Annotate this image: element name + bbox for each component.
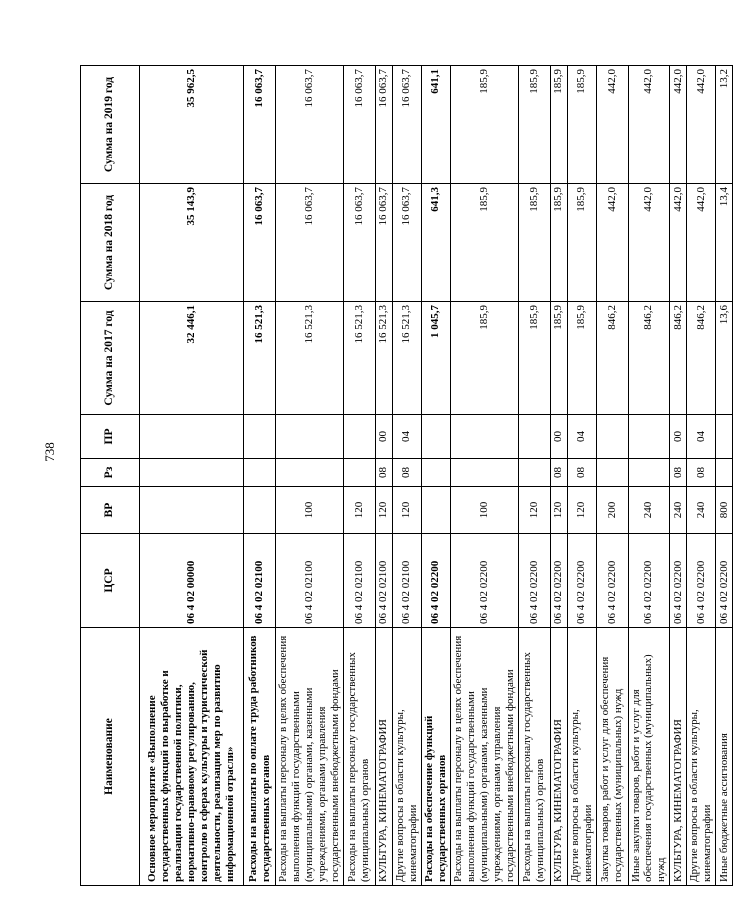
header-2018: Сумма на 2018 год — [81, 184, 140, 302]
cell-vr: 120 — [550, 487, 567, 534]
cell-name: Закупка товаров, работ и услуг для обеспечения государственных (муниципальных) нужд — [596, 628, 628, 886]
table-row — [518, 66, 550, 886]
table-row — [421, 66, 450, 886]
cell-2018: 185,9 — [550, 184, 567, 302]
table-row — [276, 66, 344, 886]
cell-pr: 04 — [567, 415, 596, 459]
cell-vr: 240 — [687, 487, 716, 534]
cell-2018: 35 143,9 — [140, 184, 244, 302]
cell-csr: 06 4 02 00000 — [140, 534, 244, 628]
cell-2019: 16 063,7 — [392, 66, 421, 184]
cell-2019: 185,9 — [567, 66, 596, 184]
cell-2018: 641,3 — [421, 184, 450, 302]
cell-vr: 100 — [450, 487, 518, 534]
cell-vr: 120 — [567, 487, 596, 534]
cell-pr: 00 — [670, 415, 687, 459]
cell-2017: 16 521,3 — [375, 302, 392, 415]
cell-pr — [276, 415, 344, 459]
cell-csr: 06 4 02 02100 — [392, 534, 421, 628]
cell-2018: 185,9 — [518, 184, 550, 302]
cell-2019: 442,0 — [628, 66, 670, 184]
cell-pr: 04 — [687, 415, 716, 459]
cell-csr: 06 4 02 02200 — [687, 534, 716, 628]
header-2019: Сумма на 2019 год — [81, 66, 140, 184]
cell-rz: 08 — [392, 459, 421, 487]
cell-2019: 13,2 — [716, 66, 733, 184]
cell-2019: 185,9 — [450, 66, 518, 184]
cell-rz: 08 — [687, 459, 716, 487]
cell-2017: 13,6 — [716, 302, 733, 415]
cell-pr — [628, 415, 670, 459]
cell-name: Расходы на обеспечение функций государственных органов — [421, 628, 450, 886]
cell-2019: 16 063,7 — [375, 66, 392, 184]
table-row — [670, 66, 687, 886]
header-pr: ПР — [81, 415, 140, 459]
cell-pr — [716, 415, 733, 459]
cell-name: Расходы на выплаты персоналу государственных (муниципальных) органов — [343, 628, 375, 886]
cell-2019: 35 962,5 — [140, 66, 244, 184]
cell-name: Расходы на выплаты персоналу в целях обеспечения выполнения функций государственными (муниципальными) органами, казенными учреждениями, органами управления государственными внебюджетными фондами — [276, 628, 344, 886]
table-row — [244, 66, 276, 886]
cell-name: Основное мероприятие «Выполнение государственных функций по выработке и реализации государственной политики, нормативно-правовому регулированию, контролю в сферах культуры и туристической деятельности, реализации мер по развитию информационной отрасли» — [140, 628, 244, 886]
cell-2017: 16 521,3 — [276, 302, 344, 415]
rotated-table-container — [80, 66, 730, 886]
cell-csr: 06 4 02 02200 — [567, 534, 596, 628]
table-row — [550, 66, 567, 886]
cell-pr — [450, 415, 518, 459]
cell-vr: 100 — [276, 487, 344, 534]
table-row — [687, 66, 716, 886]
cell-pr: 04 — [392, 415, 421, 459]
cell-rz: 08 — [670, 459, 687, 487]
table-row — [375, 66, 392, 886]
cell-2019: 185,9 — [518, 66, 550, 184]
cell-2019: 16 063,7 — [244, 66, 276, 184]
cell-vr — [244, 487, 276, 534]
cell-name: КУЛЬТУРА, КИНЕМАТОГРАФИЯ — [375, 628, 392, 886]
table-row — [716, 66, 733, 886]
cell-2017: 1 045,7 — [421, 302, 450, 415]
header-name: Наименование — [81, 628, 140, 886]
cell-2017: 185,9 — [450, 302, 518, 415]
cell-name: Расходы на выплаты персоналу государственных (муниципальных) органов — [518, 628, 550, 886]
cell-vr: 200 — [596, 487, 628, 534]
cell-name: Другие вопросы в области культуры, кинематографии — [392, 628, 421, 886]
cell-2018: 442,0 — [687, 184, 716, 302]
cell-pr: 00 — [550, 415, 567, 459]
cell-2018: 16 063,7 — [276, 184, 344, 302]
cell-2019: 16 063,7 — [276, 66, 344, 184]
cell-rz — [343, 459, 375, 487]
table-row — [392, 66, 421, 886]
cell-2017: 846,2 — [628, 302, 670, 415]
cell-2017: 185,9 — [518, 302, 550, 415]
cell-name: Другие вопросы в области культуры, кинематографии — [687, 628, 716, 886]
cell-rz: 08 — [550, 459, 567, 487]
header-vr: ВР — [81, 487, 140, 534]
cell-csr: 06 4 02 02200 — [450, 534, 518, 628]
cell-csr: 06 4 02 02200 — [421, 534, 450, 628]
cell-csr: 06 4 02 02200 — [628, 534, 670, 628]
cell-2017: 16 521,3 — [244, 302, 276, 415]
cell-rz — [244, 459, 276, 487]
cell-rz — [421, 459, 450, 487]
cell-pr — [596, 415, 628, 459]
cell-rz: 08 — [567, 459, 596, 487]
header-rz: Рз — [81, 459, 140, 487]
cell-pr: 00 — [375, 415, 392, 459]
cell-2018: 16 063,7 — [244, 184, 276, 302]
cell-2019: 442,0 — [670, 66, 687, 184]
table-header-row — [81, 66, 140, 886]
cell-rz — [716, 459, 733, 487]
cell-name: Расходы на выплаты персоналу в целях обеспечения выполнения функций государственными (муниципальными) органами, казенными учреждениями, органами управления государственными внебюджетными фондами — [450, 628, 518, 886]
cell-rz — [628, 459, 670, 487]
cell-csr: 06 4 02 02100 — [276, 534, 344, 628]
cell-2019: 185,9 — [550, 66, 567, 184]
cell-2018: 13,4 — [716, 184, 733, 302]
cell-rz — [518, 459, 550, 487]
cell-vr: 800 — [716, 487, 733, 534]
cell-name: Иные закупки товаров, работ и услуг для обеспечения государственных (муниципальных) нужд — [628, 628, 670, 886]
cell-vr: 240 — [670, 487, 687, 534]
header-2017: Сумма на 2017 год — [81, 302, 140, 415]
cell-rz — [596, 459, 628, 487]
cell-csr: 06 4 02 02200 — [550, 534, 567, 628]
cell-rz: 08 — [375, 459, 392, 487]
cell-name: КУЛЬТУРА, КИНЕМАТОГРАФИЯ — [550, 628, 567, 886]
cell-vr: 120 — [518, 487, 550, 534]
cell-pr — [421, 415, 450, 459]
table-row — [140, 66, 244, 886]
table-row — [450, 66, 518, 886]
cell-2018: 16 063,7 — [375, 184, 392, 302]
cell-2019: 442,0 — [687, 66, 716, 184]
cell-rz — [450, 459, 518, 487]
cell-2019: 442,0 — [596, 66, 628, 184]
cell-vr: 120 — [392, 487, 421, 534]
cell-csr: 06 4 02 02200 — [596, 534, 628, 628]
cell-vr — [421, 487, 450, 534]
cell-name: Иные бюджетные ассигнования — [716, 628, 733, 886]
table-row — [596, 66, 628, 886]
cell-csr: 06 4 02 02100 — [375, 534, 392, 628]
cell-2019: 16 063,7 — [343, 66, 375, 184]
cell-csr: 06 4 02 02200 — [716, 534, 733, 628]
cell-2018: 16 063,7 — [392, 184, 421, 302]
table-row — [628, 66, 670, 886]
cell-vr: 120 — [375, 487, 392, 534]
cell-vr — [140, 487, 244, 534]
cell-name: Расходы на выплаты по оплате труда работников государственных органов — [244, 628, 276, 886]
cell-vr: 240 — [628, 487, 670, 534]
cell-2018: 16 063,7 — [343, 184, 375, 302]
cell-2018: 442,0 — [596, 184, 628, 302]
cell-2017: 16 521,3 — [392, 302, 421, 415]
header-csr: ЦСР — [81, 534, 140, 628]
cell-csr: 06 4 02 02200 — [518, 534, 550, 628]
cell-2018: 185,9 — [450, 184, 518, 302]
cell-2017: 846,2 — [596, 302, 628, 415]
cell-csr: 06 4 02 02100 — [343, 534, 375, 628]
cell-2017: 846,2 — [687, 302, 716, 415]
table-row — [343, 66, 375, 886]
cell-vr: 120 — [343, 487, 375, 534]
page-number: 738 — [42, 442, 57, 462]
cell-rz — [140, 459, 244, 487]
cell-rz — [276, 459, 344, 487]
cell-2018: 442,0 — [670, 184, 687, 302]
cell-pr — [244, 415, 276, 459]
cell-2019: 641,1 — [421, 66, 450, 184]
cell-2017: 16 521,3 — [343, 302, 375, 415]
cell-2017: 32 446,1 — [140, 302, 244, 415]
table-row — [567, 66, 596, 886]
cell-2017: 185,9 — [567, 302, 596, 415]
cell-pr — [343, 415, 375, 459]
cell-2018: 185,9 — [567, 184, 596, 302]
cell-pr — [140, 415, 244, 459]
cell-csr: 06 4 02 02200 — [670, 534, 687, 628]
cell-2017: 846,2 — [670, 302, 687, 415]
cell-pr — [518, 415, 550, 459]
cell-name: КУЛЬТУРА, КИНЕМАТОГРАФИЯ — [670, 628, 687, 886]
cell-2018: 442,0 — [628, 184, 670, 302]
cell-2017: 185,9 — [550, 302, 567, 415]
cell-csr: 06 4 02 02100 — [244, 534, 276, 628]
budget-table — [80, 65, 733, 886]
cell-name: Другие вопросы в области культуры, кинематографии — [567, 628, 596, 886]
